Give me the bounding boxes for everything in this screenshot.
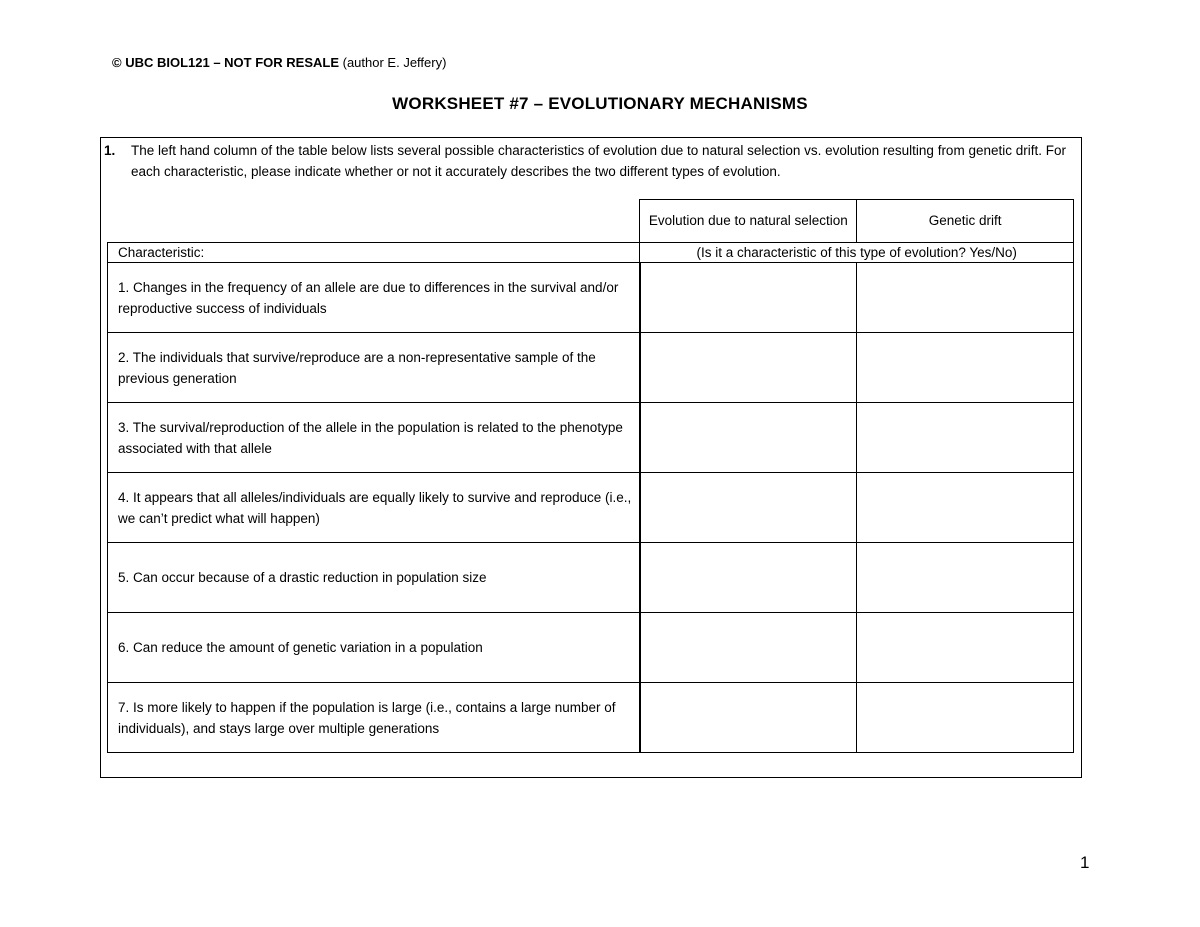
answer-genetic-drift-3[interactable] xyxy=(857,403,1074,473)
characteristic-4: 4. It appears that all alleles/individuals are equally likely to survive and reproduce (i.e., we can’t predict what will happen) xyxy=(108,473,640,543)
header-genetic-drift: Genetic drift xyxy=(857,200,1074,243)
answer-natural-selection-1[interactable] xyxy=(640,263,857,333)
table-row xyxy=(108,263,1074,333)
copyright-text: © UBC BIOL121 – NOT FOR RESALE xyxy=(112,55,339,70)
answer-natural-selection-2[interactable] xyxy=(640,333,857,403)
answer-genetic-drift-7[interactable] xyxy=(857,683,1074,753)
answer-genetic-drift-4[interactable] xyxy=(857,473,1074,543)
worksheet-title: WORKSHEET #7 – EVOLUTIONARY MECHANISMS xyxy=(392,94,808,113)
characteristic-1: 1. Changes in the frequency of an allele are due to differences in the survival and/or reproductive success of individuals xyxy=(108,263,640,333)
answer-natural-selection-7[interactable] xyxy=(640,683,857,753)
table-row xyxy=(108,683,1074,753)
characteristic-2: 2. The individuals that survive/reproduce are a non-representative sample of the previous generation xyxy=(108,333,640,403)
table-header-row xyxy=(108,200,1074,243)
characteristic-5: 5. Can occur because of a drastic reduction in population size xyxy=(108,543,640,613)
answer-natural-selection-4[interactable] xyxy=(640,473,857,543)
table-subheader-row xyxy=(108,243,1074,263)
answer-genetic-drift-1[interactable] xyxy=(857,263,1074,333)
table-row xyxy=(108,403,1074,473)
table-row xyxy=(108,613,1074,683)
copyright-line xyxy=(112,55,446,70)
answer-genetic-drift-5[interactable] xyxy=(857,543,1074,613)
page-number: 1 xyxy=(1080,853,1090,872)
answer-genetic-drift-2[interactable] xyxy=(857,333,1074,403)
question-text: The left hand column of the table below lists several possible characteristics of evolution due to natural selection vs. evolution resulting from genetic drift. For each characteristic, please indicate whether or not it accurately describes the two different types of evolution. xyxy=(131,143,1066,179)
table-row xyxy=(108,473,1074,543)
characteristic-7: 7. Is more likely to happen if the population is large (i.e., contains a large number of individuals), and stays large over multiple generations xyxy=(108,683,640,753)
answer-natural-selection-6[interactable] xyxy=(640,613,857,683)
header-natural-selection: Evolution due to natural selection xyxy=(640,200,857,243)
characteristic-label: Characteristic: xyxy=(108,243,640,263)
answer-genetic-drift-6[interactable] xyxy=(857,613,1074,683)
answer-natural-selection-3[interactable] xyxy=(640,403,857,473)
characteristic-3: 3. The survival/reproduction of the allele in the population is related to the phenotype associated with that allele xyxy=(108,403,640,473)
copyright-author: (author E. Jeffery) xyxy=(342,55,447,70)
table-row xyxy=(108,543,1074,613)
answer-natural-selection-5[interactable] xyxy=(640,543,857,613)
answer-instruction: (Is it a characteristic of this type of evolution? Yes/No) xyxy=(640,243,1074,263)
characteristic-6: 6. Can reduce the amount of genetic variation in a population xyxy=(108,613,640,683)
header-blank-cell xyxy=(108,200,640,243)
characteristics-table xyxy=(107,199,1074,753)
table-row xyxy=(108,333,1074,403)
question-number: 1. xyxy=(104,143,116,158)
